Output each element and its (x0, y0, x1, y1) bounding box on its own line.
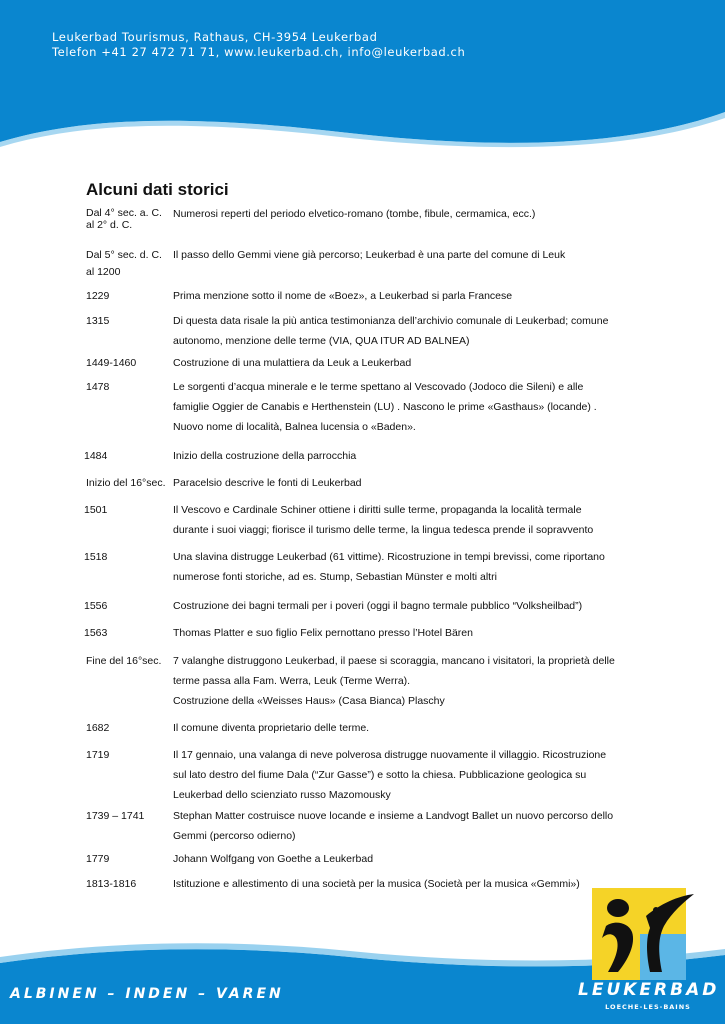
entry-text-line: autonomo, menzione delle terme (VIA, QUA ITUR AD BALNEA) (173, 335, 470, 347)
entry-text-line: 7 valanghe distruggono Leukerbad, il paese si scoraggia, mancano i visitatori, la proprietà delle (173, 655, 615, 667)
entry-text-line: Inizio della costruzione della parrocchia (173, 450, 357, 462)
brand-subtitle: LOECHE-LES-BAINS (605, 1003, 691, 1011)
entry-date: 1813-1816 (86, 878, 137, 890)
entry-text-line: Leukerbad dello scienziato russo Mazomousky (173, 789, 391, 801)
entry-text-line: Costruzione dei bagni termali per i poveri (oggi il bagno termale pubblico “Volksheilbad”) (173, 600, 583, 612)
entry-date-end: al 2° d. C. (86, 219, 133, 231)
entry-date: 1556 (84, 600, 108, 612)
header-banner (0, 0, 725, 150)
page-title: Alcuni dati storici (86, 180, 229, 199)
entry-date: 1779 (86, 853, 110, 865)
entry-date: Inizio del 16°sec. (86, 477, 166, 489)
entry-text-line: Una slavina distrugge Leukerbad (61 vittime). Ricostruzione in tempi brevissi, come riportano (173, 551, 605, 563)
entry-date: 1484 (84, 450, 108, 462)
entry-text-line: sul lato destro del fiume Dala (“Zur Gasse”) e sotto la chiesa. Pubblicazione geologica su (173, 769, 587, 781)
entry-date: 1563 (84, 627, 108, 639)
entry-text-line: durante i suoi viaggi; fiorisce il turismo delle terme, la lingua tedesca prende il sopravvento (173, 524, 594, 536)
entry-date: 1449-1460 (86, 357, 137, 369)
entry-text-line: Istituzione e allestimento di una società per la musica (Società per la musica «Gemmi») (173, 878, 580, 890)
entry-text-line: Nuovo nome di località, Balnea lucensia o «Baden». (173, 421, 416, 433)
entry-text-line: Numerosi reperti del periodo elvetico-romano (tombe, fibule, cermamica, ecc.) (173, 208, 536, 220)
brand-name: LEUKERBAD (578, 980, 720, 1000)
entry-date: 1501 (84, 504, 108, 516)
entry-text-line: Il passo dello Gemmi viene già percorso; Leukerbad è una parte del comune di Leuk (173, 249, 566, 261)
entry-text-line: Le sorgenti d’acqua minerale e le terme spettano al Vescovado (Jodoco die Sileni) e alle (173, 381, 584, 393)
entry-date-end: al 1200 (86, 266, 121, 278)
leukerbad-logo-icon (588, 886, 698, 982)
entry-date: 1518 (84, 551, 108, 563)
entry-text-line: Johann Wolfgang von Goethe a Leukerbad (173, 853, 374, 865)
entry-text-line: Costruzione di una mulattiera da Leuk a Leukerbad (173, 357, 412, 369)
header-phone-web-email: Telefon +41 27 472 71 71, www.leukerbad.ch, info@leukerbad.ch (52, 45, 466, 59)
header-address: Leukerbad Tourismus, Rathaus, CH-3954 Leukerbad (52, 30, 378, 44)
entry-text-line: numerose fonti storiche, ad es. Stump, Sebastian Münster e molti altri (173, 571, 497, 583)
entry-date: 1315 (86, 315, 110, 327)
header-contact (52, 30, 465, 60)
entry-text-line: Il Vescovo e Cardinale Schiner ottiene i diritti sulle terme, propaganda la località termale (173, 504, 582, 516)
entry-date: 1682 (86, 722, 110, 734)
entry-text-line: Gemmi (percorso odierno) (173, 830, 296, 842)
entry-text-line: terme passa alla Fam. Werra, Leuk (Terme Werra). (173, 675, 411, 687)
entry-text-line: Prima menzione sotto il nome de «Boez», a Leukerbad si parla Francese (173, 290, 513, 302)
entry-date: Dal 5° sec. d. C. (86, 249, 162, 261)
entry-text-line: Thomas Platter e suo figlio Felix pernottano presso l’Hotel Bären (173, 627, 473, 639)
entry-date: 1739 – 1741 (86, 810, 145, 822)
entry-text-line: famiglie Oggier de Canabis e Herthenstein (LU) . Nascono le prime «Gasthaus» (locande) . (173, 401, 597, 413)
entry-text-line: Paracelsio descrive le fonti di Leukerbad (173, 477, 362, 489)
entry-text-line: Il 17 gennaio, una valanga di neve polverosa distrugge nuovamente il villaggio. Ricostruzione (173, 749, 607, 761)
entry-date: 1719 (86, 749, 110, 761)
entry-text-line: Di questa data risale la più antica testimonianza dell’archivio comunale di Leukerbad; comune (173, 315, 609, 327)
entry-text-line: Costruzione della «Weisses Haus» (Casa Bianca) Plaschy (173, 695, 445, 707)
entry-date: Dal 4° sec. a. C. (86, 207, 162, 219)
entry-date: Fine del 16°sec. (86, 655, 162, 667)
entry-date: 1229 (86, 290, 110, 302)
footer-towns: ALBINEN – INDEN – VAREN (10, 986, 284, 1002)
entry-date: 1478 (86, 381, 110, 393)
entry-text-line: Il comune diventa proprietario delle terme. (173, 722, 370, 734)
entry-text-line: Stephan Matter costruisce nuove locande e insieme a Landvogt Ballet un nuovo percorso dello (173, 810, 614, 822)
